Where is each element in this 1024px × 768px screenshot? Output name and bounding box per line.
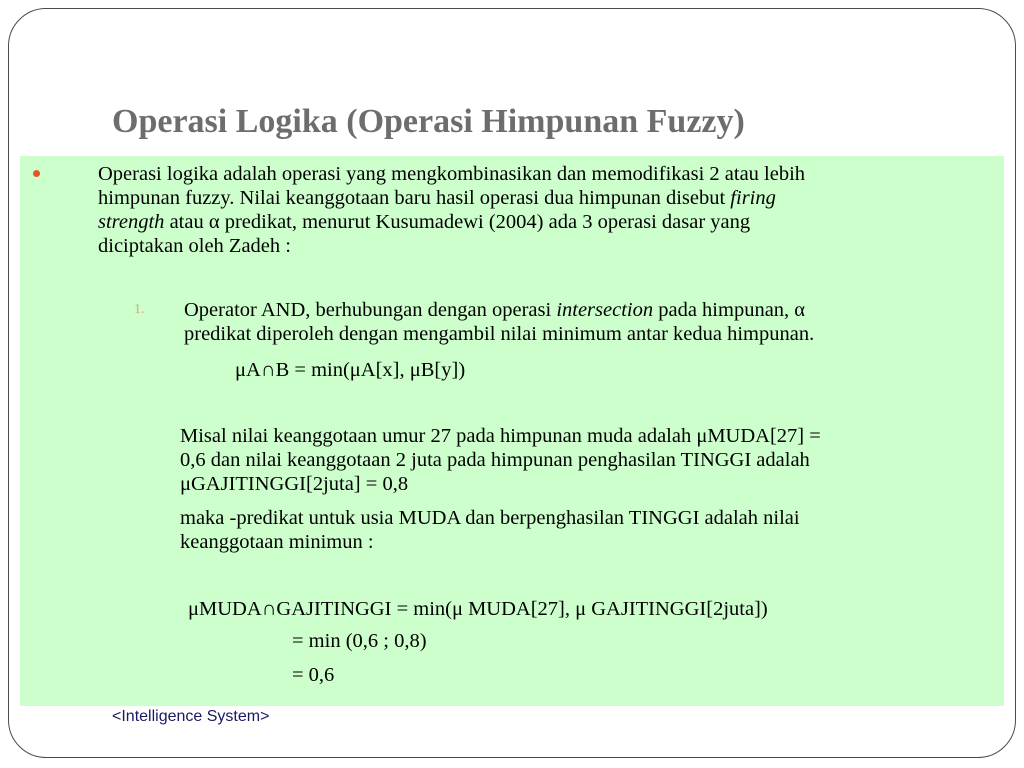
list-number: 1. [134,302,145,317]
calc-line: = 0,6 [292,664,335,686]
example-text-line: Misal nilai keanggotaan umur 27 pada himpunan muda adalah μMUDA[27] = [180,425,821,447]
bullet-text-line: diciptakan oleh Zadeh : [98,235,291,257]
example-text-line: keanggotaan minimun : [180,531,374,553]
content-box [20,156,1004,706]
bullet-icon [33,170,40,177]
slide-title: Operasi Logika (Operasi Himpunan Fuzzy) [112,103,745,140]
and-formula: μA∩B = min(μA[x], μB[y]) [235,359,466,381]
operator-text-line: predikat diperoleh dengan mengambil nilai minimum antar kedua himpunan. [184,323,815,345]
bullet-text-line: strength atau α predikat, menurut Kusumadewi (2004) ada 3 operasi dasar yang [98,211,751,233]
firing-term: firing [730,187,776,209]
strength-term: strength [98,211,165,233]
calc-line: μMUDA∩GAJITINGGI = min(μ MUDA[27], μ GAJITINGGI[2juta]) [188,598,768,620]
footer-label: <Intelligence System> [112,708,270,725]
calc-line: = min (0,6 ; 0,8) [292,630,427,652]
bullet-text-line: Operasi logika adalah operasi yang mengkombinasikan dan memodifikasi 2 atau lebih [98,163,806,185]
intersection-term: intersection [556,299,654,321]
bullet-text-line: himpunan fuzzy. Nilai keanggotaan baru hasil operasi dua himpunan disebut firing [98,187,776,209]
operator-text-line: Operator AND, berhubungan dengan operasi intersection pada himpunan, α [184,299,806,321]
example-text-line: maka -predikat untuk usia MUDA dan berpenghasilan TINGGI adalah nilai [180,507,800,529]
example-text-line: μGAJITINGGI[2juta] = 0,8 [180,473,409,495]
example-text-line: 0,6 dan nilai keanggotaan 2 juta pada himpunan penghasilan TINGGI adalah [180,449,810,471]
